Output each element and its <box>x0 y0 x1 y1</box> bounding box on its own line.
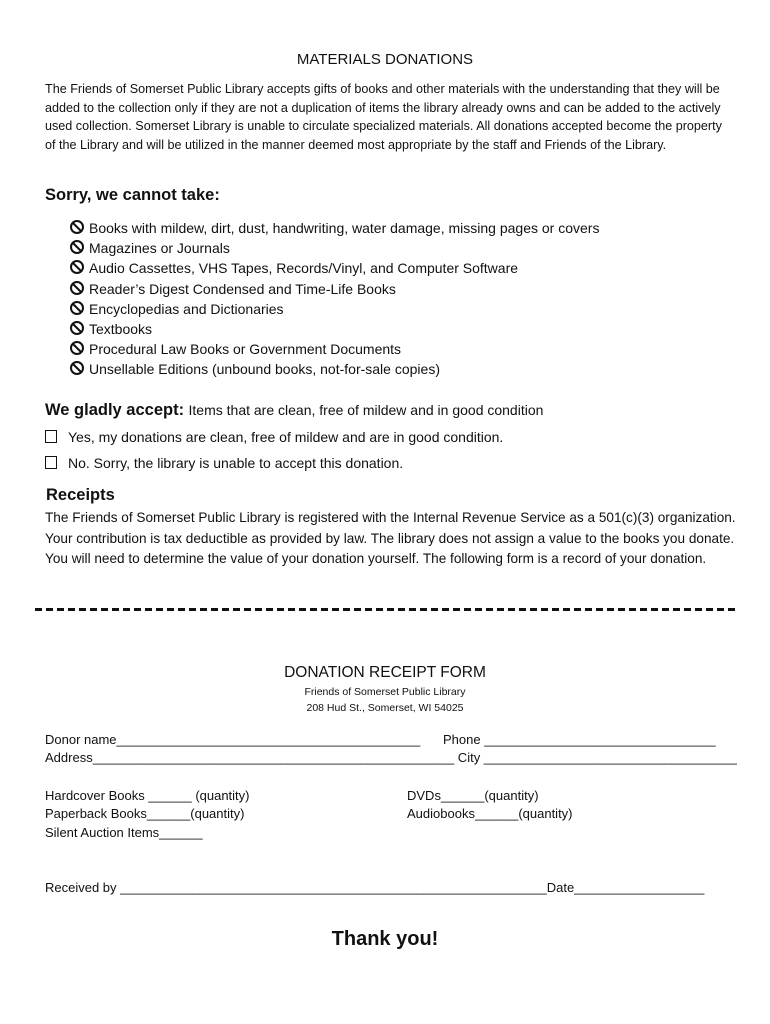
prohibited-icon <box>70 361 84 375</box>
prohibited-icon <box>70 281 84 295</box>
prohibited-icon <box>70 321 84 335</box>
receipts-heading: Receipts <box>46 486 115 504</box>
list-item: Audio Cassettes, VHS Tapes, Records/Vinyl, and Computer Software <box>70 258 599 278</box>
phone-field[interactable]: Phone ________________________________ <box>443 732 716 747</box>
dvds-field[interactable]: DVDs______(quantity) <box>407 788 539 803</box>
list-item: Magazines or Journals <box>70 238 599 258</box>
list-item: Books with mildew, dirt, dust, handwriting, water damage, missing pages or covers <box>70 218 599 238</box>
silent-auction-field[interactable]: Silent Auction Items______ <box>45 825 203 840</box>
cannot-take-heading: Sorry, we cannot take: <box>45 186 220 204</box>
paperback-field[interactable]: Paperback Books______(quantity) <box>45 806 245 821</box>
no-option[interactable] <box>45 455 403 471</box>
audiobooks-field[interactable]: Audiobooks______(quantity) <box>407 806 573 821</box>
yes-option[interactable] <box>45 429 503 445</box>
receipts-paragraph: The Friends of Somerset Public Library is registered with the Internal Revenue Service as a 501(c)(3) organization. Your contribution is tax deductible as provided by law. The library does not assign a value to the books you donate. You will need to determine the value of your donation yourself. The following form is a record of your donation. <box>45 510 736 566</box>
list-item: Reader’s Digest Condensed and Time-Life Books <box>70 279 599 299</box>
received-by-field[interactable]: Received by ___________________________________________________________Date__________________ <box>45 880 705 895</box>
accept-section <box>45 401 543 420</box>
form-org: Friends of Somerset Public Library <box>304 686 466 698</box>
prohibited-icon <box>70 260 84 274</box>
cut-line-divider <box>35 608 737 611</box>
prohibited-icon <box>70 240 84 254</box>
prohibited-icon <box>70 301 84 315</box>
yes-label: Yes, my donations are clean, free of mildew and are in good condition. <box>68 429 504 445</box>
list-item: Unsellable Editions (unbound books, not-for-sale copies) <box>70 359 599 379</box>
list-item: Textbooks <box>70 319 599 339</box>
no-checkbox[interactable] <box>45 456 57 469</box>
address-city-field[interactable]: Address__________________________________________________ City ___________________________________ <box>45 750 737 765</box>
hardcover-field[interactable]: Hardcover Books ______ (quantity) <box>45 788 250 803</box>
accept-heading: We gladly accept: <box>45 401 185 419</box>
yes-checkbox[interactable] <box>45 430 57 443</box>
cannot-take-list <box>70 218 599 380</box>
donor-name-field[interactable]: Donor name__________________________________________ <box>45 732 421 747</box>
form-address: 208 Hud St., Somerset, WI 54025 <box>306 702 464 714</box>
intro-paragraph: The Friends of Somerset Public Library accepts gifts of books and other materials with the understanding that they will be added to the collection only if they are not a duplication of items the library already owns and can be added to the actively used collection. Somerset Library is unable to circulate specialized materials. All donations accepted become the property of the Library and will be utilized in the manner deemed most appropriate by the staff and Friends of the Library. <box>45 82 722 152</box>
prohibited-icon <box>70 341 84 355</box>
prohibited-icon <box>70 220 84 234</box>
page-title: MATERIALS DONATIONS <box>296 51 474 68</box>
accept-text: Items that are clean, free of mildew and in good condition <box>188 402 544 418</box>
list-item: Procedural Law Books or Government Documents <box>70 339 599 359</box>
form-title: DONATION RECEIPT FORM <box>284 664 486 681</box>
thank-you: Thank you! <box>331 928 439 950</box>
no-label: No. Sorry, the library is unable to accept this donation. <box>68 455 404 471</box>
list-item: Encyclopedias and Dictionaries <box>70 299 599 319</box>
